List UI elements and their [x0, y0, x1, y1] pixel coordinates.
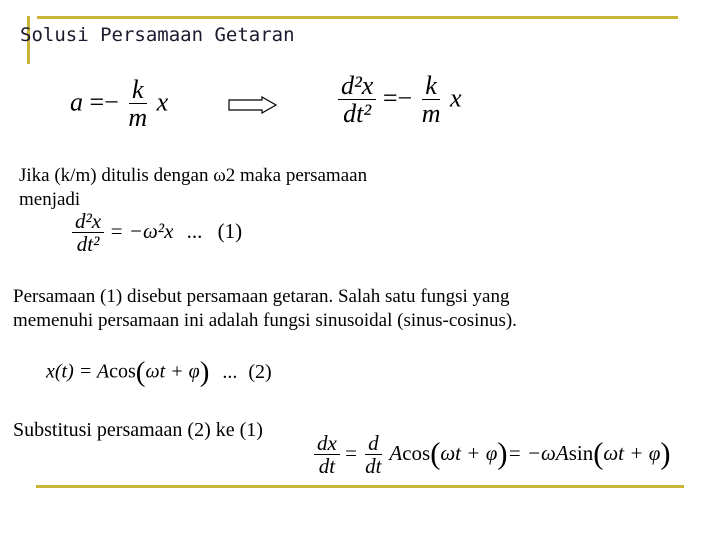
paragraph-2-line-1: Persamaan (1) disebut persamaan getaran. Salah satu fungsi yang [13, 286, 510, 307]
paragraph-1-line-1: Jika (k/m) ditulis dengan ω2 maka persamaan [19, 165, 368, 186]
equation-2: x(t) = Acos(ωt + φ) ... (2) [46, 356, 272, 388]
equation-3: $\frac{dx}{dt}$ = $\frac{d}{dt}$ Acos(ωt + φ)= −ωAsin(ωt + φ) [314, 432, 670, 478]
paragraph-2-line-2: memenuhi persamaan ini adalah fungsi sinusoidal (sinus-cosinus). [13, 310, 517, 331]
paragraph-1-line-2: menjadi [19, 189, 81, 210]
equation-acceleration: a =− $\frac{k}{m}$ x [70, 75, 169, 133]
page-title: Solusi Persamaan Getaran [20, 24, 295, 46]
paragraph-3: Substitusi persamaan (2) ke (1) [13, 419, 263, 441]
top-bar [37, 16, 678, 19]
implies-arrow-icon [228, 96, 278, 114]
equation-differential: $\frac{\text{d²x}}{\text{dt²}}$ =− $\frac{k}{m}$ x [338, 72, 462, 129]
bottom-bar [36, 485, 684, 488]
equation-1: $\frac{\text{d²x}}{\text{dt²}}$ = −ω²x ... (1) [72, 210, 242, 256]
